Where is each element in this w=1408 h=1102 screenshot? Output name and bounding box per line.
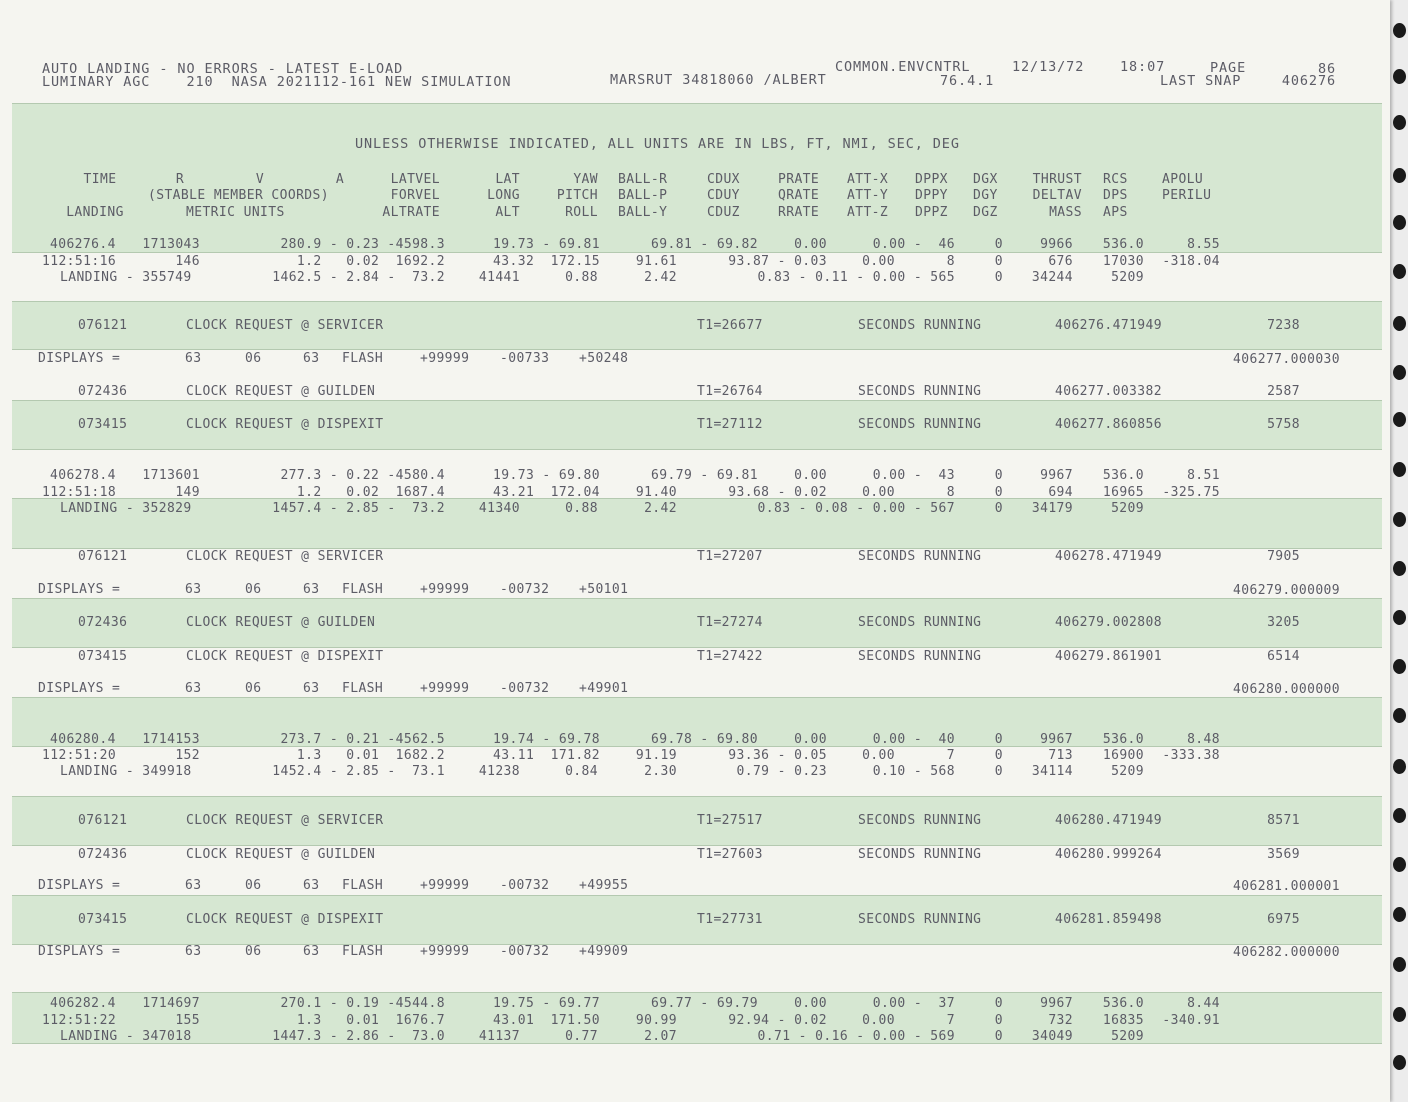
record-value: 0: [994, 237, 1003, 252]
record-value: 2.30: [644, 764, 677, 779]
col-lat: LAT: [495, 172, 520, 187]
record-value: 0: [994, 485, 1003, 500]
record-time: 406276.4: [50, 237, 116, 252]
record-value: 8.55: [1187, 237, 1220, 252]
feed-hole: [1393, 69, 1406, 84]
record-value: 0: [994, 468, 1003, 483]
record-time: 406278.4: [50, 468, 116, 483]
record-value: 9967: [1040, 468, 1073, 483]
record-value: 9967: [1040, 732, 1073, 747]
record-time: 112:51:16: [42, 254, 117, 269]
record-value: 8: [946, 485, 955, 500]
record-value: 732: [1048, 1013, 1073, 1028]
record-value: 0.00: [794, 732, 827, 747]
record-value: 146: [175, 254, 200, 269]
record-value: -333.38: [1162, 748, 1220, 763]
record-time: LANDING - 355749: [60, 270, 192, 285]
record-value: 0.71 - 0.16 - 0.00 - 569: [757, 1029, 955, 1044]
feed-hole: [1393, 708, 1406, 723]
record-value: 34049: [1031, 1029, 1073, 1044]
record-value: 0.79 - 0.23: [736, 764, 827, 779]
feed-hole: [1393, 168, 1406, 183]
feed-hole: [1393, 1007, 1406, 1022]
record-value: 1.2 0.02 1692.2: [296, 254, 445, 269]
record-value: 17030: [1102, 254, 1144, 269]
header-marsrut: MARSRUT 34818060 /ALBERT: [610, 72, 827, 88]
col-thrust: THRUST: [1032, 172, 1082, 187]
record-value: 1447.3 - 2.86 - 73.0: [272, 1029, 445, 1044]
feed-hole: [1393, 1055, 1406, 1070]
record-value: 0: [994, 748, 1003, 763]
feed-hole: [1393, 23, 1406, 38]
col-coords: (STABLE MEMBER COORDS): [148, 188, 329, 203]
col-ball-y: BALL-Y: [618, 205, 668, 220]
col-qrate: QRATE: [778, 188, 820, 203]
record-time: LANDING - 347018: [60, 1029, 192, 1044]
header-date: 12/13/72: [1012, 59, 1085, 75]
record-value: 19.73 - 69.80: [493, 468, 600, 483]
feed-hole: [1393, 264, 1406, 279]
col-dps: DPS: [1103, 188, 1128, 203]
record-value: 0.00: [862, 748, 895, 763]
record-value: 41137: [478, 1029, 520, 1044]
col-a: A: [335, 172, 345, 187]
record-value: 93.68 - 0.02: [728, 485, 827, 500]
record-time: 406280.4: [50, 732, 116, 747]
record-value: 7: [946, 748, 955, 763]
col-pitch: PITCH: [556, 188, 598, 203]
col-roll: ROLL: [565, 205, 598, 220]
record-value: 0.00: [794, 237, 827, 252]
record-time: LANDING - 349918: [60, 764, 192, 779]
record-value: 1.3 0.01 1682.2: [296, 748, 445, 763]
record-value: -318.04: [1162, 254, 1220, 269]
record-value: 8.44: [1187, 996, 1220, 1011]
feed-hole: [1393, 462, 1406, 477]
record-time: 112:51:22: [42, 1013, 117, 1028]
col-deltav: DELTAV: [1032, 188, 1082, 203]
header-snap-value: 406276: [1281, 73, 1336, 89]
record-value: 0.83 - 0.08 - 0.00 - 567: [757, 501, 955, 516]
record-value: -340.91: [1162, 1013, 1220, 1028]
record-time: 406282.4: [50, 996, 116, 1011]
col-apolu: APOLU: [1162, 172, 1204, 187]
feed-hole: [1393, 857, 1406, 872]
record-value: 69.78 - 69.80: [651, 732, 758, 747]
record-value: 0.00 - 43: [872, 468, 955, 483]
record-value: 69.79 - 69.81: [651, 468, 758, 483]
record-value: 91.61: [635, 254, 677, 269]
printout-page: AUTO LANDING - NO ERRORS - LATEST E-LOAD LUMINARY AGC 210 NASA 2021112-161 NEW SIMULATION MARSRUT 34818060 /ALBERT COMMON.ENVCNTRL 76.4.1 12/13/72 18:07 PAGE 86 LAST SNAP 406276 UNLESS OTHERWISE INDICATED, ALL UNITS ARE IN LBS, FT, NMI, SEC, DEG TIME LANDING R V A (STABLE MEMBER COORDS) METRIC UNITS LATVEL FORVEL ALTRATE LAT LONG ALT YAW PITCH ROLL BALL-R BALL-P BALL-Y CDUX CDUY CDUZ PRATE QRATE RRATE ATT-X ATT-Y ATT-Z DPPX DPPY DPPZ DGX DGY DGZ THRUST DELTAV MASS RCS DPS APS APOLU PERILU 406276.4 1713043 280.9 - 0.23 -4598.3 19.73 - 69.81 69.81 - 69.82 0.00 0.00 - 46 0 9966 536.0 8.55 112:51:16 146 1.2 0.02 1692.2 43.32 172.15 91.61 93.87 - 0.03 0.00 8 0 676 17030 -318.04 LANDING - 355749 1462.5 - 2.84 - 73.2 41441 0.88 2.42 0.83 - 0.11 - 0.00 - 565 0 34244 5209 406278.4 1713601 277.3 - 0.22 -4580.4 19.73 - 69.80 69.79 - 69.81 0.00 0.00 - 43 0 9967 536.0 8.51 112:51:18 149 1.2 0.02 1687.4 43.21 172.04 91.40 93.68 - 0.02 0.00 8 0 694 16965 -325.75 LANDING - 352829 1457.4 - 2.85 - 73.2 41340 0.88 2.42 0.83 - 0.08 - 0.00 - 567 0 34179 5209 406280.4 1714153 273.7 - 0.21 -4562.5 19.74 - 69.78 69.78 - 69.80 0.00 0.00 - 40 0 9967 536.0 8.48 112:51:20 152 1.3 0.01 1682.2 43.11 171.82 91.19 93.36 - 0.05 0.00 7 0 713 16900 -333.38 LANDING - 349918 1452.4 - 2.85 - 73.1 41238 0.84 2.30 0.79 - 0.23 0.10 - 568 0 34114 5209 406282.4 1714697 270.1 - 0.19 -4544.8 19.75 - 69.77 69.77 - 69.79 0.00 0.00 - 37 0 9967 536.0 8.44 112:51:22 155 1.3 0.01 1676.7 43.01 171.50 90.99 92.94 - 0.02 0.00 7 0 732 16835 -340.91 LANDING - 347018 1447.3 - 2.86 - 73.0 41137 0.77 2.07 0.71 - 0.16 - 0.00 - 569 0 34049 5209 076121 CLOCK REQUEST @ SERVICER T1=26677 SECONDS RUNNING 406276.471949 7238 072436 CLOCK REQUEST @ GUILDEN T1=26764 SECONDS RUNNING 406277.003382 2587 073415 CLOCK REQUEST @ DISPEXIT T1=27112 SECONDS RUNNING 406277.860856 5758 076121 CLOCK REQUEST @ SERVICER T1=27207 SECONDS RUNNING 406278.471949 7905 072436 CLOCK REQUEST @ GUILDEN T1=27274 SECONDS RUNNING 406279.002808 3205 073415 CLOCK REQUEST @ DISPEXIT T1=27422 SECONDS RUNNING 406279.861901 6514 076121 CLOCK REQUEST @ SERVICER T1=27517 SECONDS RUNNING 406280.471949 8571 072436 CLOCK REQUEST @ GUILDEN T1=27603 SECONDS RUNNING 406280.999264 3569 073415 CLOCK REQUEST @ DISPEXIT T1=27731 SECONDS RUNNING 406281.859498 6975 DISPLAYS = 63 06 63 FLASH +99999 -00733 +50248 406277.000030 DISPLAYS = 63 06 63 FLASH +99999 -00732 +50101 406279.000009 DISPLAYS = 63 06 63 FLASH +99999 -00732 +49901 406280.000000 DISPLAYS = 63 06 63 FLASH +99999 -00732 +49955 406281.000001 DISPLAYS = 63 06 63 FLASH +99999 -00732 +49909 406282.000000: [0, 0, 1390, 1102]
record-value: 41340: [478, 501, 520, 516]
record-value: 1.3 0.01 1676.7: [296, 1013, 445, 1028]
col-att-z: ATT-Z: [847, 205, 889, 220]
record-value: 41441: [478, 270, 520, 285]
record-value: 69.77 - 69.79: [651, 996, 758, 1011]
record-value: 9967: [1040, 996, 1073, 1011]
record-value: 43.21 172.04: [493, 485, 600, 500]
record-value: 8.48: [1187, 732, 1220, 747]
col-v: V: [255, 172, 265, 187]
record-value: 0: [994, 732, 1003, 747]
header-program: COMMON.ENVCNTRL: [835, 59, 971, 75]
record-value: 0: [994, 254, 1003, 269]
record-value: 5209: [1111, 764, 1144, 779]
record-value: 277.3 - 0.22 -4580.4: [280, 468, 445, 483]
record-value: 16965: [1102, 485, 1144, 500]
record-value: 93.87 - 0.03: [728, 254, 827, 269]
feed-hole: [1393, 610, 1406, 625]
record-value: 536.0: [1102, 237, 1144, 252]
col-att-y: ATT-Y: [847, 188, 889, 203]
header-version: 76.4.1: [940, 73, 995, 89]
record-value: 90.99: [635, 1013, 677, 1028]
record-value: 16835: [1102, 1013, 1144, 1028]
record-value: 1.2 0.02 1687.4: [296, 485, 445, 500]
record-time: LANDING - 352829: [60, 501, 192, 516]
record-value: 0: [994, 270, 1003, 285]
col-dgx: DGX: [973, 172, 998, 187]
col-alt: ALT: [495, 205, 520, 220]
record-value: 536.0: [1102, 996, 1144, 1011]
record-value: 0.00: [862, 1013, 895, 1028]
col-prate: PRATE: [778, 172, 820, 187]
record-value: 270.1 - 0.19 -4544.8: [280, 996, 445, 1011]
record-value: 0: [994, 1013, 1003, 1028]
record-value: 0: [994, 764, 1003, 779]
header-snap-label: LAST SNAP: [1160, 73, 1242, 89]
record-time: 112:51:20: [42, 748, 117, 763]
record-value: 0.88: [565, 270, 598, 285]
col-dppz: DPPZ: [915, 205, 948, 220]
record-value: 34179: [1031, 501, 1073, 516]
record-value: 43.01 171.50: [493, 1013, 600, 1028]
record-value: 273.7 - 0.21 -4562.5: [280, 732, 445, 747]
record-value: 1714153: [142, 732, 200, 747]
col-time: LANDING: [66, 205, 124, 220]
col-yaw: YAW: [573, 172, 598, 187]
record-value: 0.88: [565, 501, 598, 516]
header-page-number: 86: [1317, 61, 1336, 77]
header-subtitle: LUMINARY AGC 210 NASA 2021112-161 NEW SIMULATION: [42, 74, 512, 90]
record-value: 91.19: [635, 748, 677, 763]
record-value: 536.0: [1102, 468, 1144, 483]
col-rcs: RCS: [1103, 172, 1128, 187]
record-value: 280.9 - 0.23 -4598.3: [280, 237, 445, 252]
feed-hole: [1393, 316, 1406, 331]
record-value: 8.51: [1187, 468, 1220, 483]
feed-hole: [1393, 808, 1406, 823]
col-altrate: ALTRATE: [382, 205, 440, 220]
col-metric: METRIC UNITS: [186, 205, 285, 220]
col-dgy: DGY: [973, 188, 998, 203]
record-value: 536.0: [1102, 732, 1144, 747]
col-perilu: PERILU: [1162, 188, 1212, 203]
col-ball-r: BALL-R: [618, 172, 668, 187]
col-cdux: CDUX: [707, 172, 740, 187]
col-ball-p: BALL-P: [618, 188, 668, 203]
col-rrate: RRATE: [778, 205, 820, 220]
record-value: 1457.4 - 2.85 - 73.2: [272, 501, 445, 516]
record-value: 5209: [1111, 501, 1144, 516]
record-value: 8: [946, 254, 955, 269]
record-value: 0.00: [794, 996, 827, 1011]
record-value: 0: [994, 1029, 1003, 1044]
record-value: 19.73 - 69.81: [493, 237, 600, 252]
feed-hole: [1393, 215, 1406, 230]
record-value: 2.07: [644, 1029, 677, 1044]
record-value: 19.74 - 69.78: [493, 732, 600, 747]
record-value: 2.42: [644, 270, 677, 285]
col-cduy: CDUY: [707, 188, 740, 203]
record-value: 34114: [1031, 764, 1073, 779]
feed-hole: [1393, 365, 1406, 380]
record-value: 0.00 - 40: [872, 732, 955, 747]
record-value: 0: [994, 501, 1003, 516]
record-value: 34244: [1031, 270, 1073, 285]
record-value: 1713601: [142, 468, 200, 483]
record-value: 1462.5 - 2.84 - 73.2: [272, 270, 445, 285]
record-value: 694: [1048, 485, 1073, 500]
record-value: 1713043: [142, 237, 200, 252]
col-att-x: ATT-X: [847, 172, 889, 187]
col-dgz: DGZ: [973, 205, 998, 220]
col-mass: MASS: [1049, 205, 1082, 220]
record-value: 19.75 - 69.77: [493, 996, 600, 1011]
record-value: 0.00: [862, 254, 895, 269]
record-value: 0.84: [565, 764, 598, 779]
feed-hole: [1393, 957, 1406, 972]
col-long: LONG: [487, 188, 520, 203]
record-time: 112:51:18: [42, 485, 117, 500]
record-value: 0.10 - 568: [872, 764, 955, 779]
col-latvel: LATVEL: [390, 172, 440, 187]
col-time: TIME: [83, 172, 117, 187]
header-time: 18:07: [1120, 59, 1166, 75]
record-value: 0.00: [862, 485, 895, 500]
record-value: 149: [175, 485, 200, 500]
record-value: 92.94 - 0.02: [728, 1013, 827, 1028]
record-value: 0.00 - 46: [872, 237, 955, 252]
header-title: AUTO LANDING - NO ERRORS - LATEST E-LOAD: [42, 61, 404, 77]
feed-hole: [1393, 907, 1406, 922]
col-aps: APS: [1103, 205, 1128, 220]
feed-hole: [1393, 115, 1406, 130]
record-value: 155: [175, 1013, 200, 1028]
feed-hole: [1393, 659, 1406, 674]
record-value: 2.42: [644, 501, 677, 516]
header-page-label: PAGE: [1210, 60, 1247, 76]
record-value: 91.40: [635, 485, 677, 500]
col-dppy: DPPY: [915, 188, 948, 203]
record-value: -325.75: [1162, 485, 1220, 500]
record-value: 0.77: [565, 1029, 598, 1044]
record-value: 676: [1048, 254, 1073, 269]
record-value: 9966: [1040, 237, 1073, 252]
record-value: 1452.4 - 2.85 - 73.1: [272, 764, 445, 779]
record-value: 713: [1048, 748, 1073, 763]
record-value: 41238: [478, 764, 520, 779]
record-value: 0.83 - 0.11 - 0.00 - 565: [757, 270, 955, 285]
record-value: 43.11 171.82: [493, 748, 600, 763]
col-r: R: [175, 172, 185, 187]
feed-hole: [1393, 412, 1406, 427]
col-forvel: FORVEL: [390, 188, 440, 203]
record-value: 152: [175, 748, 200, 763]
record-value: 0.00 - 37: [872, 996, 955, 1011]
col-cduz: CDUZ: [707, 205, 740, 220]
col-dppx: DPPX: [915, 172, 948, 187]
units-note: UNLESS OTHERWISE INDICATED, ALL UNITS ARE IN LBS, FT, NMI, SEC, DEG: [355, 136, 960, 152]
feed-hole: [1393, 561, 1406, 576]
record-value: 93.36 - 0.05: [728, 748, 827, 763]
feed-hole: [1393, 759, 1406, 774]
record-value: 5209: [1111, 270, 1144, 285]
feed-hole: [1393, 512, 1406, 527]
record-value: 0.00: [794, 468, 827, 483]
record-value: 69.81 - 69.82: [651, 237, 758, 252]
record-value: 16900: [1102, 748, 1144, 763]
record-value: 5209: [1111, 1029, 1144, 1044]
record-value: 43.32 172.15: [493, 254, 600, 269]
record-value: 7: [946, 1013, 955, 1028]
record-value: 1714697: [142, 996, 200, 1011]
record-value: 0: [994, 996, 1003, 1011]
